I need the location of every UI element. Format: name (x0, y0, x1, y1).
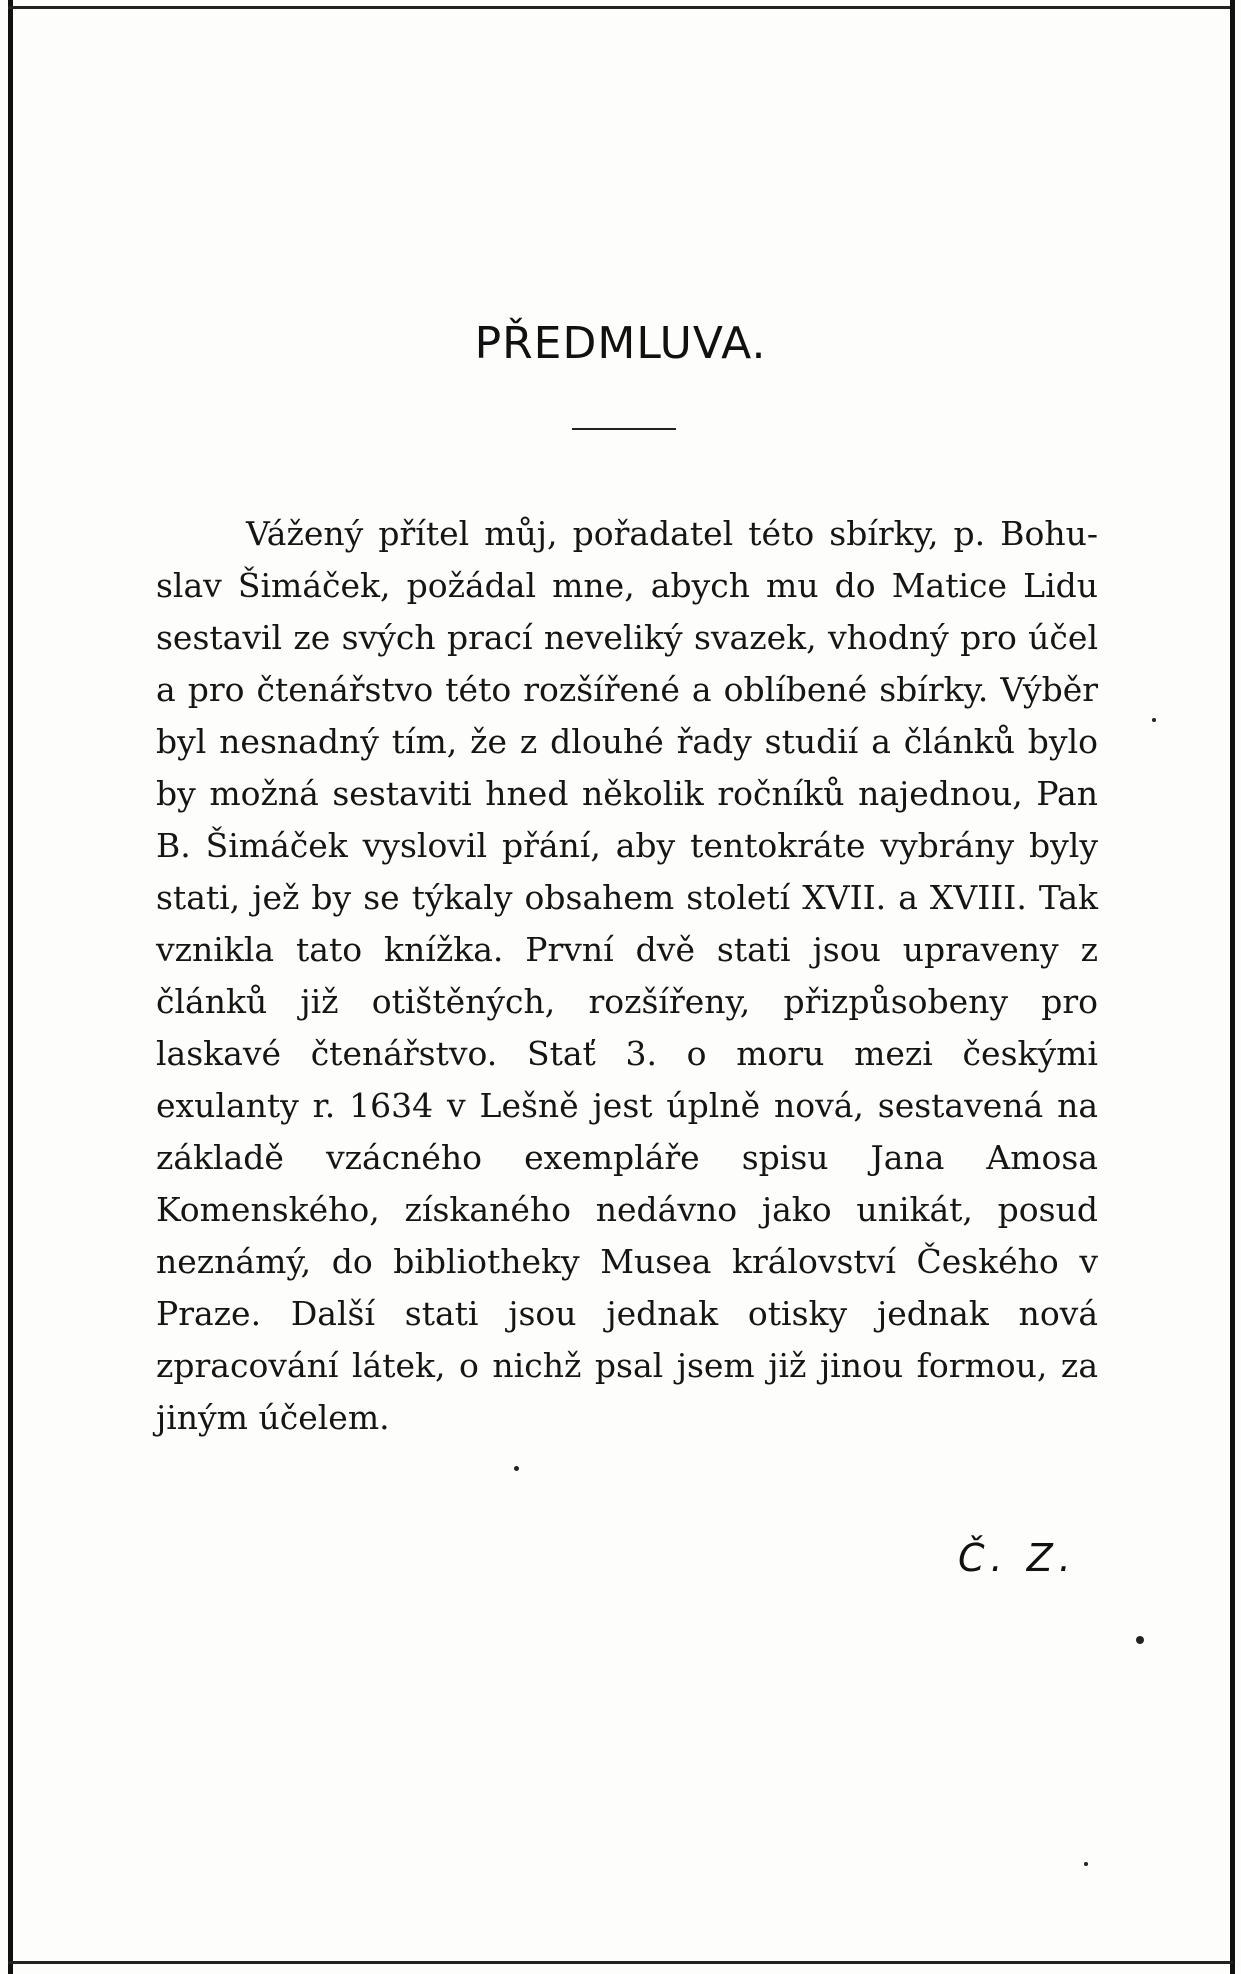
preface-paragraph: Vážený přítel můj, pořadatel této sbírky, p. Bohu-slav Šimáček, požádal mne, abych mu do Matice Lidu sestavil ze svých prací neveliký svazek, vhodný pro účel a pro čtenářstvo této rozšířené a oblíbené sbírky. Výběr byl nesnadný tím, že z dlouhé řady studií a článků bylo by možná sestaviti hned několik ročníků najednou, Pan B. Šimáček vyslovil přání, aby tentokráte vybrány byly stati, jež by se týkaly obsahem století XVII. a XVIII. Tak vznikla tato knížka. První dvě stati jsou upraveny z článků již otištěných, rozšířeny, přizpůsobeny pro laskavé čtenářstvo. Stať 3. o moru mezi českými exulanty r. 1634 v Lešně jest úplně nová, sestavená na základě vzácného exempláře spisu Jana Amosa Komenského, získaného nedávno jako unikát, posud neznámý, do bibliotheky Musea království Českého v Praze. Další stati jsou jednak otisky jednak nová zpracování látek, o nichž psal jsem již jinou formou, za jiným účelem. (156, 514, 1098, 1437)
page-title: PŘEDMLUVA. (474, 318, 767, 369)
page-edge-right (1230, 0, 1235, 1974)
ink-speck (1152, 718, 1156, 722)
ink-speck (1136, 1636, 1144, 1644)
author-initials: Č. Z. (958, 1536, 1077, 1580)
title-divider (572, 428, 676, 430)
ink-speck (1084, 1862, 1088, 1866)
page-edge-top (8, 6, 1233, 9)
page-edge-left (8, 0, 13, 1974)
page-edge-bottom (8, 1961, 1233, 1964)
ink-speck (514, 1466, 519, 1471)
